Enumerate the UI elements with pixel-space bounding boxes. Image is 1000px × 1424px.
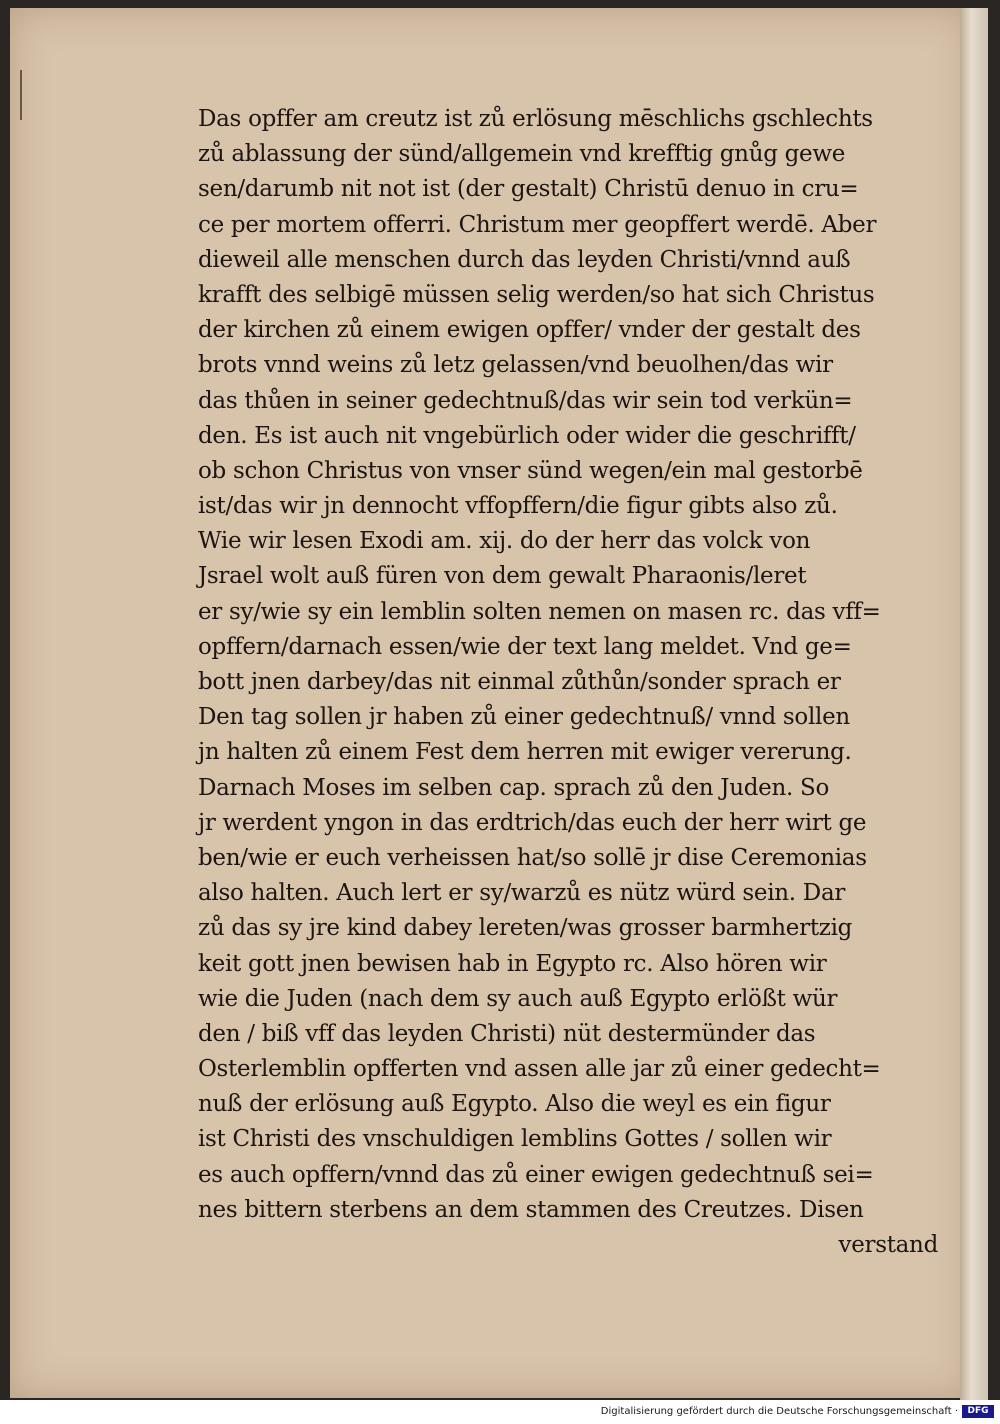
text-line: dieweil alle menschen durch das leyden Christi/vnnd auß bbox=[198, 246, 851, 273]
text-line: ist Christi des vnschuldigen lemblins Gottes / sollen wir bbox=[198, 1126, 832, 1153]
text-line: keit gott jnen bewisen hab in Egypto rc. Also hören wir bbox=[198, 950, 827, 977]
text-line: nuß der erlösung auß Egypto. Also die weyl es ein figur bbox=[198, 1091, 831, 1118]
footer-bar bbox=[0, 1400, 1000, 1424]
text-line: Jsrael wolt auß füren von dem gewalt Pharaonis/leret bbox=[198, 563, 807, 590]
funding-credit: Digitalisierung gefördert durch die Deutsche Forschungsgemeinschaft · bbox=[600, 1406, 958, 1417]
text-line: den. Es ist auch nit vngebürlich oder wider die geschrifft/ bbox=[198, 422, 856, 449]
text-line: jn halten zů einem Fest dem herren mit ewiger vererung. bbox=[198, 739, 852, 766]
text-line: opffern/darnach essen/wie der text lang meldet. Vnd ge= bbox=[198, 633, 852, 660]
text-line: es auch opffern/vnnd das zů einer ewigen gedechtnuß sei= bbox=[198, 1161, 874, 1188]
text-line: der kirchen zů einem ewigen opffer/ vnder der gestalt des bbox=[198, 317, 861, 344]
text-line: den / biß vff das leyden Christi) nüt destermünder das bbox=[198, 1020, 816, 1047]
text-line: bott jnen darbey/das nit einmal zůthůn/sonder sprach er bbox=[198, 669, 841, 695]
text-line: Osterlemblin opfferten vnd assen alle jar zů einer gedecht= bbox=[198, 1056, 881, 1083]
text-line: jr werdent yngon in das erdtrich/das euch der herr wirt ge bbox=[198, 809, 867, 836]
text-line: er sy/wie sy ein lemblin solten nemen on masen rc. das vff= bbox=[198, 598, 881, 625]
binding-mark bbox=[20, 70, 22, 120]
text-line: nes bittern sterbens an dem stammen des Creutzes. Disen bbox=[198, 1196, 864, 1223]
text-line: brots vnnd weins zů letz gelassen/vnd beuolhen/das wir bbox=[198, 352, 833, 379]
text-line: ob schon Christus von vnser sünd wegen/ein mal gestorbē bbox=[198, 457, 863, 484]
dfg-logo: DFG bbox=[962, 1405, 994, 1418]
catchword: verstand bbox=[838, 1232, 938, 1258]
text-line: ist/das wir jn dennocht vffopffern/die figur gibts also zů. bbox=[198, 493, 838, 520]
text-line: ce per mortem offerri. Christum mer geopffert werdē. Aber bbox=[198, 211, 877, 238]
text-line: Darnach Moses im selben cap. sprach zů den Juden. So bbox=[198, 774, 829, 801]
page-edge bbox=[960, 8, 988, 1400]
text-line: Das opffer am creutz ist zů erlösung mēschlichs gschlechts bbox=[198, 106, 873, 132]
text-line: wie die Juden (nach dem sy auch auß Egypto erlößt wür bbox=[198, 985, 838, 1012]
text-block bbox=[198, 102, 938, 1263]
text-line: also halten. Auch lert er sy/warzů es nütz würd sein. Dar bbox=[198, 880, 846, 907]
text-line: das thůen in seiner gedechtnuß/das wir sein tod verkün= bbox=[198, 387, 853, 414]
text-line: krafft des selbigē müssen selig werden/so hat sich Christus bbox=[198, 281, 875, 308]
text-line: Wie wir lesen Exodi am. xij. do der herr das volck von bbox=[198, 528, 811, 555]
text-line: ben/wie er euch verheissen hat/so sollē jr dise Ceremonias bbox=[198, 844, 867, 871]
text-line: zů das sy jre kind dabey lereten/was grosser barmhertzig bbox=[198, 915, 853, 942]
text-line: sen/darumb nit not ist (der gestalt) Christū denuo in cru= bbox=[198, 176, 859, 203]
text-line: zů ablassung der sünd/allgemein vnd krefftig gnůg gewe bbox=[198, 141, 846, 168]
text-line: Den tag sollen jr haben zů einer gedechtnuß/ vnnd sollen bbox=[198, 704, 850, 731]
